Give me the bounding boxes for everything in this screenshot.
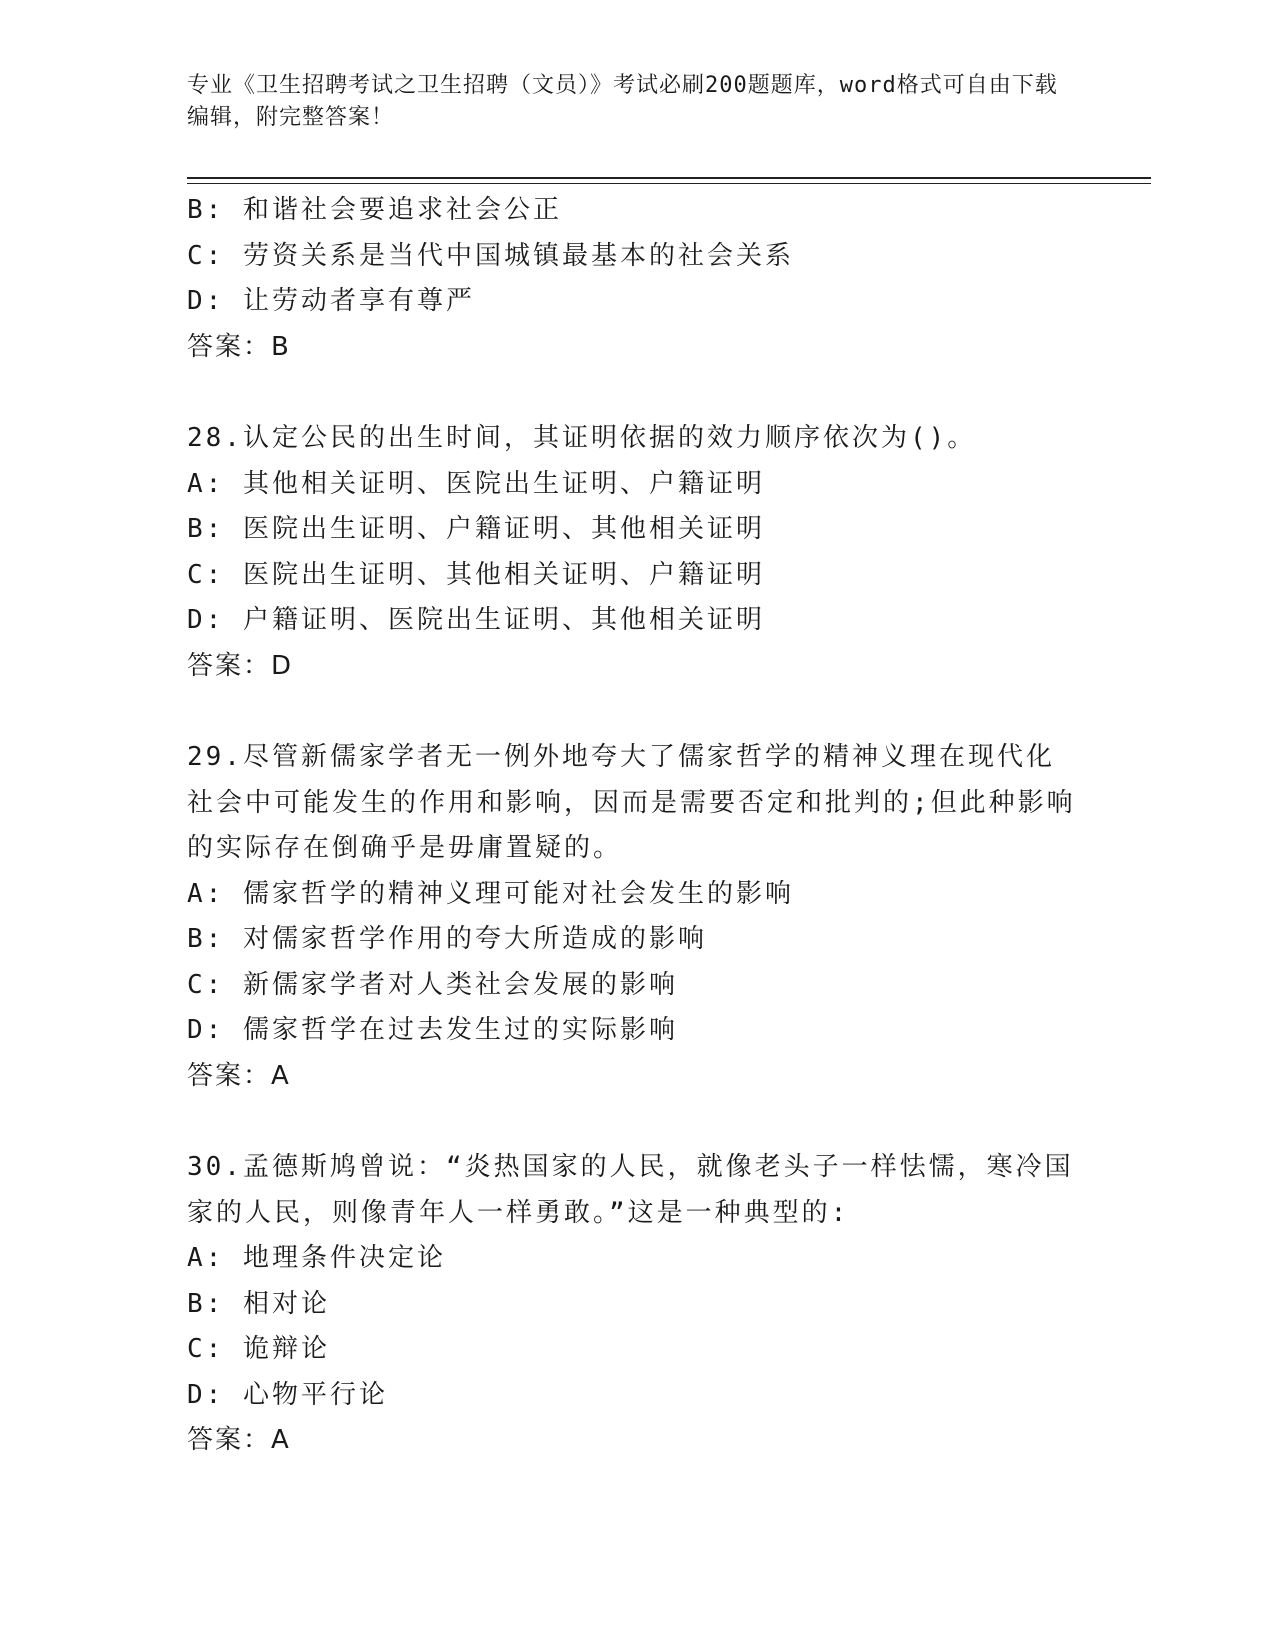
document-header: 专业《卫生招聘考试之卫生招聘（文员）》考试必刷200题题库，word格式可自由下载编辑，附完整答案！ [187,73,1058,130]
header-divider-thin [187,183,1151,184]
question-stem: 28.认定公民的出生时间，其证明依据的效力顺序依次为()。 [187,423,977,453]
question-list [187,188,1077,1464]
option-b: B: 医院出生证明、户籍证明、其他相关证明 [187,514,765,544]
question-stem: 29.尽管新儒家学者无一例外地夸大了儒家哲学的精神义理在现代化社会中可能发生的作用和影响，因而是需要否定和批判的;但此种影响的实际存在倒确乎是毋庸置疑的。 [187,742,1076,863]
option-c: C: 劳资关系是当代中国城镇最基本的社会关系 [187,240,794,271]
answer-line: 答案：B [187,331,291,362]
answer-line: 答案：D [187,650,294,681]
option-a: A: 儒家哲学的精神义理可能对社会发生的影响 [187,878,794,909]
option-d: D: 让劳动者享有尊严 [187,286,475,316]
question-28 [187,416,1077,689]
question-27-continued [187,188,1077,370]
option-d: D: 儒家哲学在过去发生过的实际影响 [187,1015,678,1045]
option-d: D: 心物平行论 [187,1379,388,1410]
option-b: B: 对儒家哲学作用的夸大所造成的影响 [187,924,707,954]
option-c: C: 医院出生证明、其他相关证明、户籍证明 [187,559,765,590]
question-29 [187,735,1077,1099]
question-30 [187,1145,1077,1464]
answer-line: 答案：A [187,1425,291,1455]
option-a: A: 其他相关证明、医院出生证明、户籍证明 [187,468,765,499]
option-a: A: 地理条件决定论 [187,1243,446,1273]
answer-line: 答案：A [187,1060,291,1091]
option-d: D: 户籍证明、医院出生证明、其他相关证明 [187,605,765,635]
option-b: B: 和谐社会要追求社会公正 [187,195,562,225]
option-c: C: 诡辩论 [187,1334,330,1364]
header-divider-thick [187,177,1151,179]
question-stem: 30.孟德斯鸠曾说：“炎热国家的人民，就像老头子一样怯懦，寒冷国家的人民，则像青年人一样勇敢。”这是一种典型的: [187,1152,1074,1228]
option-b: B: 相对论 [187,1288,330,1319]
option-c: C: 新儒家学者对人类社会发展的影响 [187,969,678,1000]
